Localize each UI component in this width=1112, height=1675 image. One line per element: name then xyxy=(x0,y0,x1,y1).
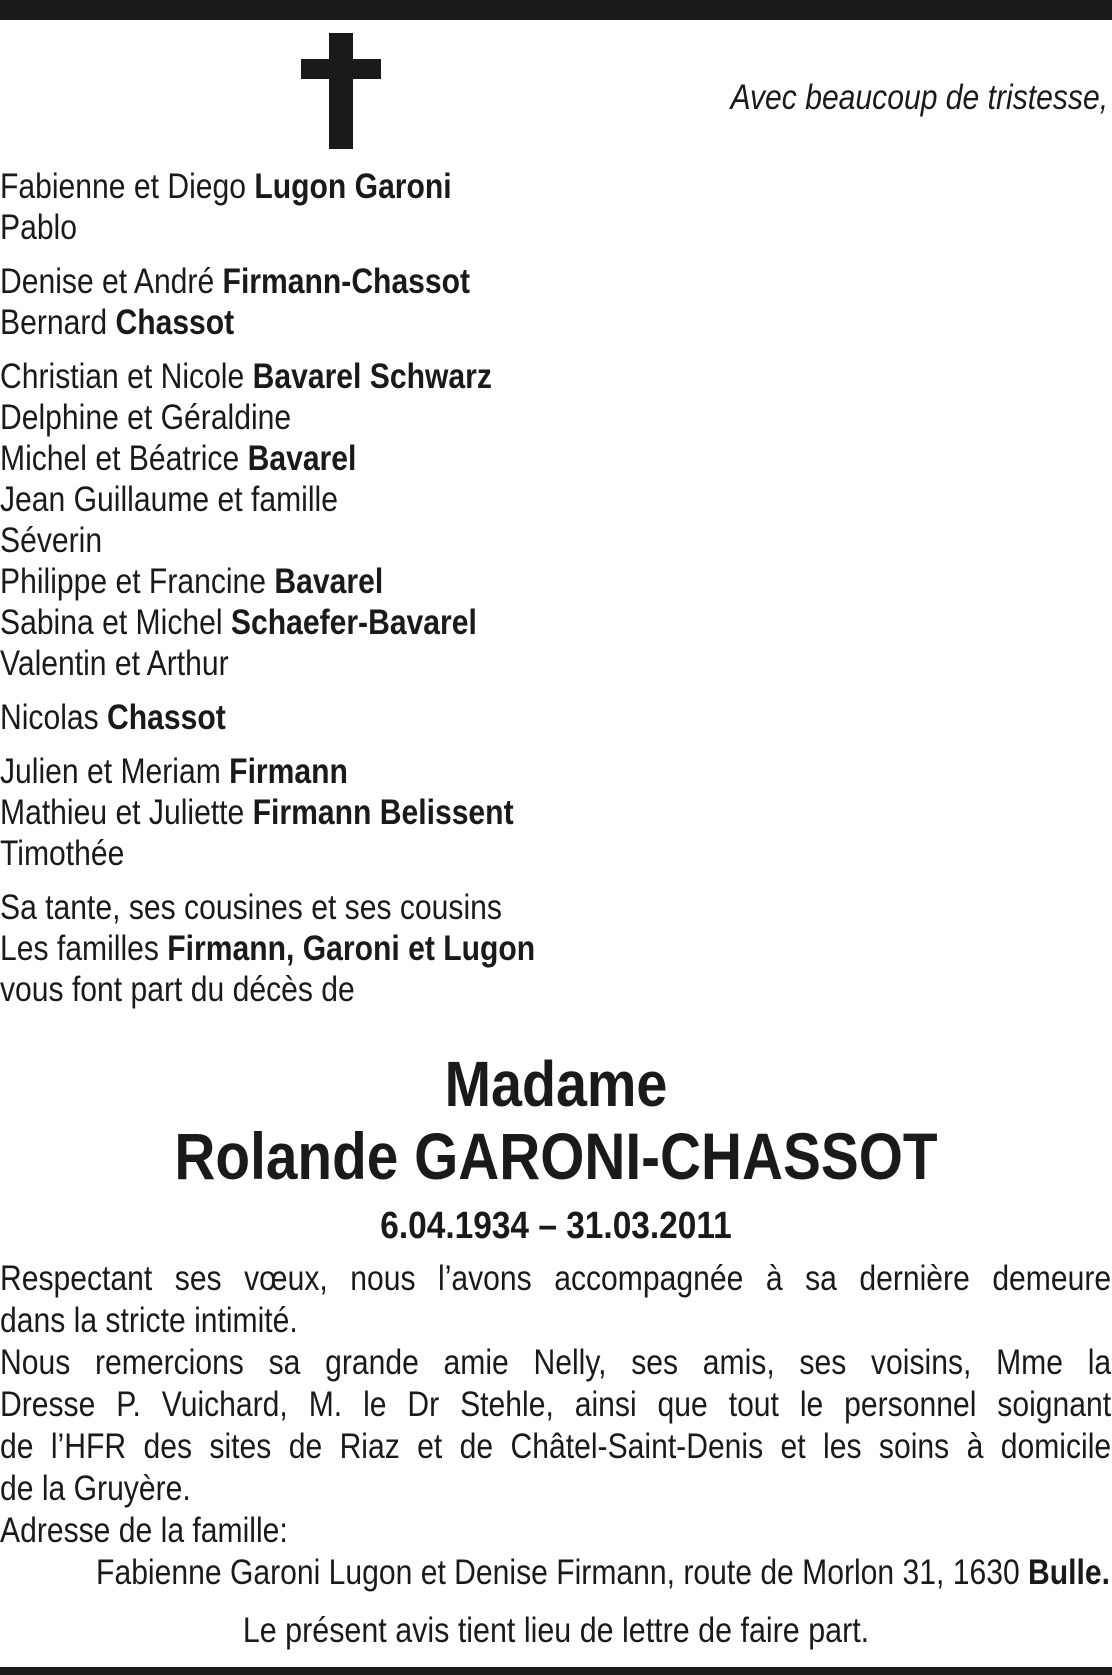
family-line xyxy=(0,479,860,520)
footer-note: Le présent avis tient lieu de lettre de faire part. xyxy=(242,1611,870,1650)
bottom-rule xyxy=(0,1667,1112,1675)
family-line-text: Fabienne et Diego xyxy=(0,167,255,206)
family-line-text: Sa tante, ses cousines et ses cousins xyxy=(0,888,502,927)
family-line xyxy=(0,697,860,738)
body-line: dans la stricte intimité. xyxy=(0,1301,298,1340)
family-surname: Bavarel xyxy=(247,439,357,478)
family-surname: Firmann Belissent xyxy=(252,793,514,832)
body-line: de la Gruyère. xyxy=(0,1469,191,1508)
body-line: Nous remercions sa grande amie Nelly, ses amis, ses voisins, Mme la xyxy=(0,1343,1112,1382)
family-line-text: Jean Guillaume et famille xyxy=(0,480,338,519)
family-line-text: Philippe et Francine xyxy=(0,562,275,601)
family-line xyxy=(0,261,860,302)
family-line xyxy=(0,833,860,874)
family-group xyxy=(0,751,1000,874)
family-line xyxy=(0,561,860,602)
family-line xyxy=(0,438,860,479)
family-line-text: Pablo xyxy=(0,208,77,247)
family-line xyxy=(0,207,860,248)
family-line xyxy=(0,969,860,1010)
family-line xyxy=(0,520,860,561)
deceased-salutation: Madame xyxy=(444,1048,668,1120)
address-text: Fabienne Garoni Lugon et Denise Firmann, route de Morlon 31, 1630 xyxy=(96,1553,1029,1592)
family-group xyxy=(0,356,1000,684)
family-group xyxy=(0,887,1000,1010)
family-line-text: Valentin et Arthur xyxy=(0,644,229,683)
address-label: Adresse de la famille: xyxy=(0,1511,288,1550)
family-line xyxy=(0,397,860,438)
family-group xyxy=(0,166,1000,248)
top-rule xyxy=(0,0,1112,20)
family-line-text: Denise et André xyxy=(0,262,223,301)
notice-body xyxy=(0,1258,1112,1594)
family-surname: Chassot xyxy=(115,303,235,342)
deceased-name: Rolande GARONI-CHASSOT xyxy=(174,1119,938,1193)
address-city: Bulle. xyxy=(1028,1553,1110,1592)
family-line xyxy=(0,356,860,397)
family-surname: Firmann-Chassot xyxy=(222,262,471,301)
family-line xyxy=(0,887,860,928)
family-list xyxy=(0,166,1000,1023)
family-surname: Bavarel Schwarz xyxy=(252,357,492,396)
family-line-text: Timothée xyxy=(0,834,125,873)
intro-text: Avec beaucoup de tristesse, xyxy=(730,78,1108,117)
family-line-text: vous font part du décès de xyxy=(0,970,355,1009)
family-line-text: Séverin xyxy=(0,521,103,560)
family-surname: Chassot xyxy=(107,698,226,737)
family-surname: Firmann xyxy=(229,752,348,791)
family-line-text: Michel et Béatrice xyxy=(0,439,248,478)
family-line xyxy=(0,602,860,643)
family-surname: Firmann, Garoni et Lugon xyxy=(167,929,536,968)
cross-icon xyxy=(301,33,381,149)
deceased-dates: 6.04.1934 – 31.03.2011 xyxy=(380,1205,732,1247)
family-line xyxy=(0,166,860,207)
family-line-text: Delphine et Géraldine xyxy=(0,398,292,437)
family-line-text: Nicolas xyxy=(0,698,108,737)
family-surname: Bavarel xyxy=(274,562,384,601)
family-line-text: Sabina et Michel xyxy=(0,603,231,642)
body-line: Respectant ses vœux, nous l’avons accompagnée à sa dernière demeure xyxy=(0,1259,1112,1298)
family-group xyxy=(0,261,1000,343)
family-line-text: Mathieu et Juliette xyxy=(0,793,253,832)
family-line xyxy=(0,792,860,833)
family-line xyxy=(0,928,860,969)
family-line-text: Christian et Nicole xyxy=(0,357,253,396)
family-line-text: Bernard xyxy=(0,303,116,342)
body-line: de l’HFR des sites de Riaz et de Châtel-Saint-Denis et les soins à domicile xyxy=(0,1427,1112,1466)
family-line-text: Julien et Meriam xyxy=(0,752,230,791)
family-surname: Schaefer-Bavarel xyxy=(230,603,477,642)
family-line-text: Les familles xyxy=(0,929,168,968)
family-line xyxy=(0,751,860,792)
body-line: Dresse P. Vuichard, M. le Dr Stehle, ainsi que tout le personnel soignant xyxy=(0,1385,1112,1424)
family-surname: Lugon Garoni xyxy=(254,167,452,206)
family-group xyxy=(0,697,1000,738)
family-line xyxy=(0,643,860,684)
family-line xyxy=(0,302,860,343)
family-address xyxy=(96,1552,1110,1594)
